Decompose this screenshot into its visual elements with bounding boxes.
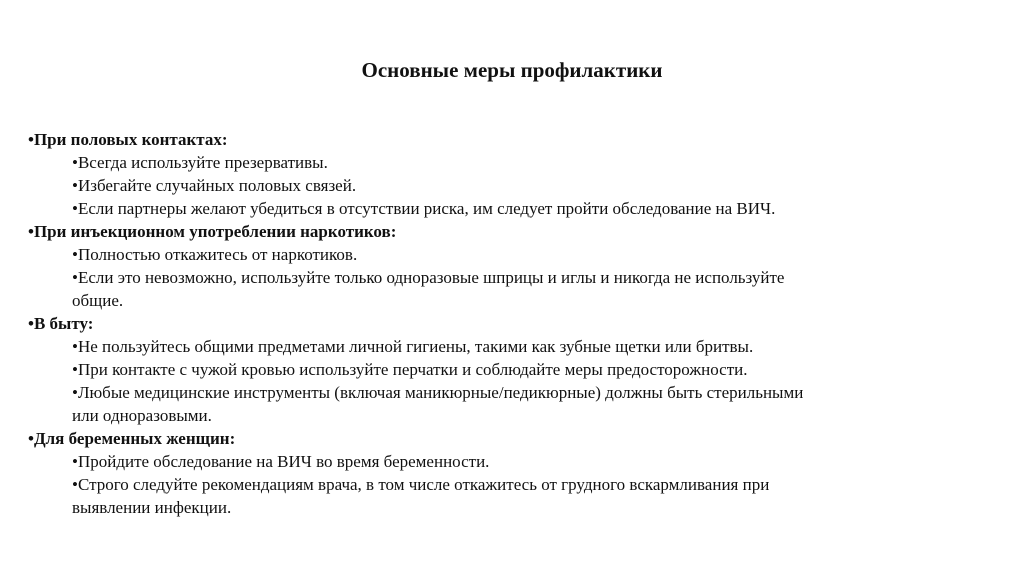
bullet-item-continuation: или одноразовыми. [72, 406, 212, 425]
bullet-item: •Если партнеры желают убедиться в отсутствии риска, им следует пройти обследование на ВИЧ. [72, 199, 776, 218]
section-heading: •При инъекционном употреблении наркотиков: [28, 222, 397, 241]
section-heading: •При половых контактах: [28, 130, 228, 149]
section-heading: •Для беременных женщин: [28, 429, 236, 448]
bullet-item-continuation: выявлении инфекции. [72, 498, 232, 517]
bullet-item: •Любые медицинские инструменты (включая маникюрные/педикюрные) должны быть стерильными [72, 383, 804, 402]
bullet-item: •Если это невозможно, используйте только одноразовые шприцы и иглы и никогда не используйте [72, 268, 785, 287]
section-heading: •В быту: [28, 314, 94, 333]
bullet-item-continuation: общие. [72, 291, 124, 310]
bullet-item: •Всегда используйте презервативы. [72, 153, 328, 172]
bullet-item: •При контакте с чужой кровью используйте перчатки и соблюдайте меры предосторожности. [72, 360, 748, 379]
bullet-item: •Строго следуйте рекомендациям врача, в том числе откажитесь от грудного вскармливания при [72, 475, 770, 494]
bullet-item: •Не пользуйтесь общими предметами личной гигиены, такими как зубные щетки или бритвы. [72, 337, 754, 356]
bullet-item: •Пройдите обследование на ВИЧ во время беременности. [72, 452, 490, 471]
bullet-item: •Полностью откажитесь от наркотиков. [72, 245, 358, 264]
content-list [28, 128, 928, 519]
bullet-item: •Избегайте случайных половых связей. [72, 176, 357, 195]
slide-title: Основные меры профилактики [361, 58, 663, 82]
